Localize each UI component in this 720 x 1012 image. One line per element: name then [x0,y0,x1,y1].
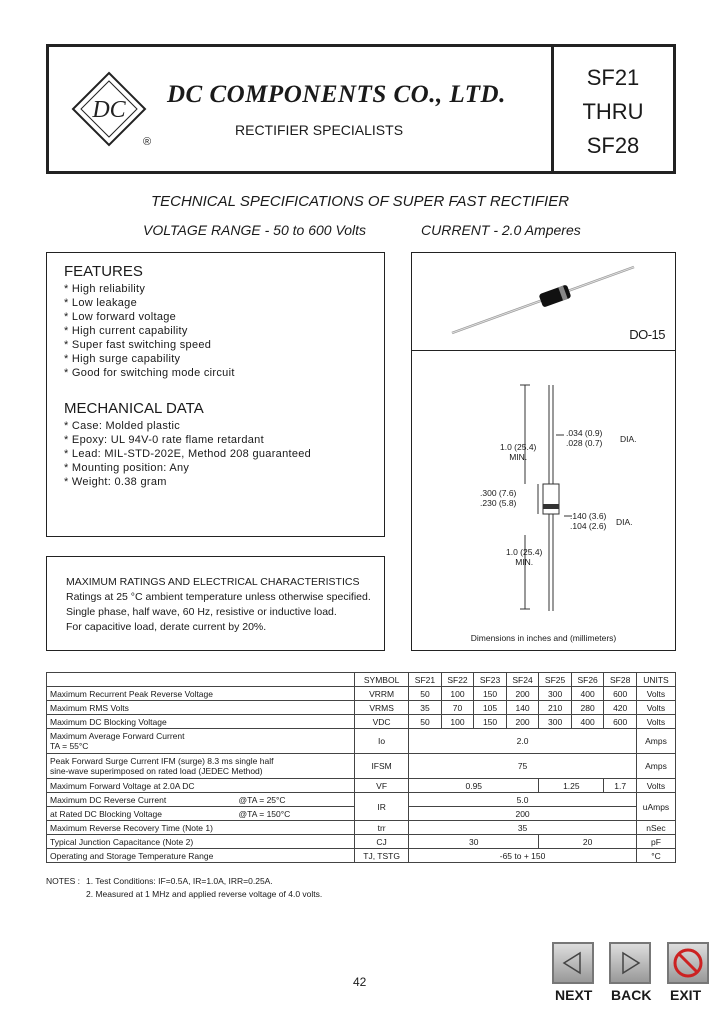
lead-length-top: 1.0 (25.4) [500,442,537,452]
spec-title: TECHNICAL SPECIFICATIONS OF SUPER FAST RECTIFIER [150,193,570,210]
table-cell: 5.0 [409,793,637,807]
table-cell: 400 [571,715,604,729]
table-cell [47,807,355,821]
ifsm-label-2: sine-wave superimposed on rated load (JEDEC Method) [50,766,263,776]
table-cell: 100 [441,687,474,701]
company-name: DC COMPONENTS CO., LTD. [167,81,506,108]
table-row [47,715,676,729]
registered-mark: ® [143,136,152,148]
table-cell [47,754,355,779]
table-row [47,729,676,754]
table-cell: Amps [636,754,675,779]
exit-button[interactable] [667,942,709,984]
part-line-1: SF21 [586,65,640,90]
body-dia-label: DIA. [616,517,633,527]
table-cell: Maximum Recurrent Peak Reverse Voltage [47,687,355,701]
table-cell: 200 [506,687,539,701]
mechanical-item: * Mounting position: Any [64,462,190,474]
table-cell: 150 [474,687,507,701]
no-entry-icon [669,944,707,982]
ratings-box [46,556,385,651]
page-number: 42 [353,975,367,989]
features-box [46,252,385,537]
exit-label[interactable]: EXIT [670,987,702,1003]
table-cell: Io [354,729,408,754]
table-cell: Volts [636,701,675,715]
feature-item: * Super fast switching speed [64,339,212,351]
notes-label: NOTES : [46,876,81,886]
table-cell [47,793,355,807]
header-box [46,44,676,174]
table-cell: 210 [539,701,572,715]
table-cell: Amps [636,729,675,754]
body-length-min: .230 (5.8) [480,498,517,508]
table-cell: 200 [506,715,539,729]
next-button[interactable] [552,942,594,984]
table-header: SF24 [506,673,539,687]
mechanical-heading: MECHANICAL DATA [64,400,204,417]
triangle-left-icon [554,944,592,982]
table-cell: -65 to + 150 [409,849,637,863]
table-cell: pF [636,835,675,849]
table-cell [47,673,355,687]
table-cell: 280 [571,701,604,715]
ratings-line: For capacitive load, derate current by 20%. [66,621,267,633]
table-cell: 20 [539,835,637,849]
body-dia-max: .140 (3.6) [570,511,607,521]
table-cell: 600 [604,715,637,729]
package-label: DO-15 [629,327,665,342]
table-cell: 50 [409,687,442,701]
ratings-line: Ratings at 25 °C ambient temperature unless otherwise specified. [66,591,371,603]
table-cell: trr [354,821,408,835]
ir-label-2: at Rated DC Blocking Voltage [50,808,162,819]
next-label[interactable]: NEXT [555,987,593,1003]
feature-item: * Good for switching mode circuit [64,367,235,379]
table-cell: 50 [409,715,442,729]
feature-item: * Low forward voltage [64,311,177,323]
table-cell: 0.95 [409,779,539,793]
dimension-note: Dimensions in inches and (millimeters) [470,633,617,643]
mechanical-item: * Weight: 0.38 gram [64,476,167,488]
lead-dia-label: DIA. [620,434,637,444]
ir-condition-1: @TA = 25°C [238,794,286,805]
package-photo-box [411,252,676,351]
part-line-2: THRU [582,99,644,124]
company-tagline: RECTIFIER SPECIALISTS [235,122,404,138]
table-cell: 2.0 [409,729,637,754]
table-cell: 105 [474,701,507,715]
table-cell: Maximum Forward Voltage at 2.0A DC [47,779,355,793]
table-cell [47,729,355,754]
table-cell: nSec [636,821,675,835]
back-label[interactable]: BACK [611,987,652,1003]
table-row [47,821,676,835]
lead-length-bottom-min: MIN. [515,557,534,567]
body-length-max: .300 (7.6) [480,488,517,498]
table-cell: VF [354,779,408,793]
table-row [47,701,676,715]
table-cell: 150 [474,715,507,729]
table-cell: TJ, TSTG [354,849,408,863]
dimension-drawing-box [411,350,676,651]
table-cell: VDC [354,715,408,729]
table-cell: 30 [409,835,539,849]
table-cell: °C [636,849,675,863]
lead-dia-min: .028 (0.7) [566,438,603,448]
ratings-heading: MAXIMUM RATINGS AND ELECTRICAL CHARACTERISTICS [66,576,360,588]
table-cell: 300 [539,687,572,701]
lead-length-top-min: MIN. [509,452,528,462]
table-cell: 100 [441,715,474,729]
mechanical-item: * Epoxy: UL 94V-0 rate flame retardant [64,434,264,446]
ifsm-label-1: Peak Forward Surge Current IFM (surge) 8.3 ms single half [50,756,274,766]
table-row [47,779,676,793]
table-cell: uAmps [636,793,675,821]
table-cell: Maximum Reverse Recovery Time (Note 1) [47,821,355,835]
table-cell: 140 [506,701,539,715]
table-cell: 200 [409,807,637,821]
mechanical-item: * Lead: MIL-STD-202E, Method 208 guaranteed [64,448,312,460]
table-header-row [47,673,676,687]
table-cell: Operating and Storage Temperature Range [47,849,355,863]
table-cell: Volts [636,687,675,701]
table-cell: 35 [409,701,442,715]
voltage-range: VOLTAGE RANGE - 50 to 600 Volts [143,222,367,238]
table-cell: 1.25 [539,779,604,793]
triangle-right-icon [611,944,649,982]
table-cell: 1.7 [604,779,637,793]
ratings-line: Single phase, half wave, 60 Hz, resistive or inductive load. [66,606,337,618]
table-header: SF22 [441,673,474,687]
current-rating: CURRENT - 2.0 Amperes [421,222,581,238]
feature-item: * High surge capability [64,353,181,365]
ir-condition-2: @TA = 150°C [238,808,291,819]
table-row [47,687,676,701]
table-row [47,835,676,849]
table-cell: 420 [604,701,637,715]
table-cell: 400 [571,687,604,701]
table-header: SYMBOL [354,673,408,687]
lead-dia-max: .034 (0.9) [566,428,603,438]
body-dia-min: .104 (2.6) [570,521,607,531]
table-header: SF28 [604,673,637,687]
table-row [47,754,676,779]
table-cell: Volts [636,779,675,793]
table-cell: 600 [604,687,637,701]
mechanical-item: * Case: Molded plastic [64,420,181,432]
dc-logo-icon [67,67,157,157]
table-cell: Maximum DC Blocking Voltage [47,715,355,729]
features-heading: FEATURES [64,263,143,280]
lead-length-bottom: 1.0 (25.4) [506,547,543,557]
table-header: SF23 [474,673,507,687]
back-button[interactable] [609,942,651,984]
note-1: 1. Test Conditions: IF=0.5A, IR=1.0A, IRR=0.25A. [86,876,273,886]
table-header: UNITS [636,673,675,687]
table-cell: Typical Junction Capacitance (Note 2) [47,835,355,849]
feature-item: * High reliability [64,283,146,295]
table-cell: 75 [409,754,637,779]
io-label-2: TA = 55°C [50,741,89,751]
dimension-drawing-icon [412,351,675,650]
feature-item: * High current capability [64,325,188,337]
spec-table [46,672,676,863]
logo-letters: DC [92,97,126,123]
feature-item: * Low leakage [64,297,138,309]
table-cell: CJ [354,835,408,849]
table-cell: IFSM [354,754,408,779]
part-line-3: SF28 [586,133,640,158]
table-cell: 70 [441,701,474,715]
io-label-1: Maximum Average Forward Current [50,731,185,741]
table-header: SF25 [539,673,572,687]
note-2: 2. Measured at 1 MHz and applied reverse voltage of 4.0 volts. [86,889,323,899]
table-row [47,849,676,863]
table-cell: VRRM [354,687,408,701]
ir-label-1: Maximum DC Reverse Current [50,794,167,805]
table-cell: Volts [636,715,675,729]
table-cell: Maximum RMS Volts [47,701,355,715]
table-row [47,793,676,807]
table-header: SF26 [571,673,604,687]
table-cell: VRMS [354,701,408,715]
table-cell: 35 [409,821,637,835]
table-cell: IR [354,793,408,821]
table-header: SF21 [409,673,442,687]
table-cell: 300 [539,715,572,729]
